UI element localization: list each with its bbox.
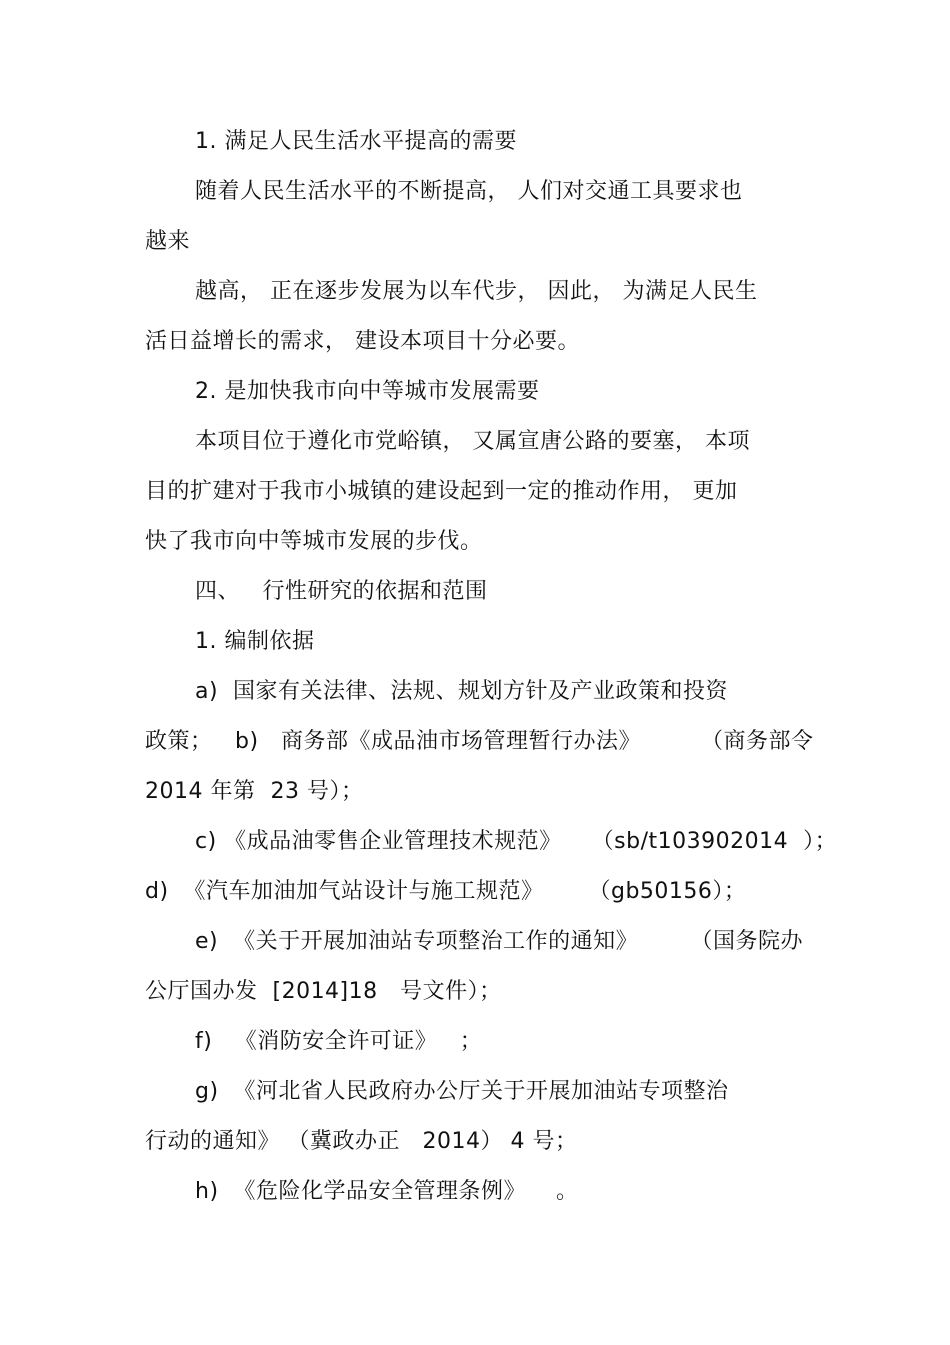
section-heading-4: 四、 行性研究的依据和范围 xyxy=(195,579,488,604)
paragraph-line: 随着人民生活水平的不断提高， 人们对交通工具要求也 xyxy=(195,179,743,204)
heading-1-living-standard: 1. 满足人民生活水平提高的需要 xyxy=(195,129,517,154)
list-item-h: h) 《危险化学品安全管理条例》 。 xyxy=(195,1179,579,1204)
paragraph-line: 越高， 正在逐步发展为以车代步， 因此， 为满足人民生 xyxy=(195,279,758,304)
list-item-d: d) 《汽车加油加气站设计与施工规范》 （gb50156）； xyxy=(145,879,747,904)
heading-2-city-development: 2. 是加快我市向中等城市发展需要 xyxy=(195,379,540,404)
paragraph-line: 活日益增长的需求， 建设本项目十分必要。 xyxy=(145,329,580,354)
heading-compilation-basis: 1. 编制依据 xyxy=(195,629,315,654)
list-item-b: 政策； b) 商务部《成品油市场管理暂行办法》 （商务部令 xyxy=(145,729,814,754)
paragraph-line: 越来 xyxy=(145,229,191,254)
list-item-g-cont: 行动的通知》 （冀政办正 2014） 4 号； xyxy=(145,1129,578,1154)
list-item-a: a) 国家有关法律、法规、规划方针及产业政策和投资 xyxy=(195,679,729,704)
list-item-c: c) 《成品油零售企业管理技术规范》 （sb/t103902014 ）； xyxy=(195,829,838,854)
list-item-b-cont: 2014 年第 23 号）； xyxy=(145,779,364,804)
paragraph-line: 本项目位于遵化市党峪镇， 又属宣唐公路的要塞， 本项 xyxy=(195,429,750,454)
paragraph-line: 快了我市向中等城市发展的步伐。 xyxy=(145,529,483,554)
list-item-f: f) 《消防安全许可证》 ； xyxy=(195,1029,483,1054)
list-item-e: e) 《关于开展加油站专项整治工作的通知》 （国务院办 xyxy=(195,929,804,954)
paragraph-line: 目的扩建对于我市小城镇的建设起到一定的推动作用， 更加 xyxy=(145,479,738,504)
list-item-g: g) 《河北省人民政府办公厅关于开展加油站专项整治 xyxy=(195,1079,729,1104)
list-item-e-cont: 公厅国办发 [2014]18 号文件）； xyxy=(145,979,502,1004)
